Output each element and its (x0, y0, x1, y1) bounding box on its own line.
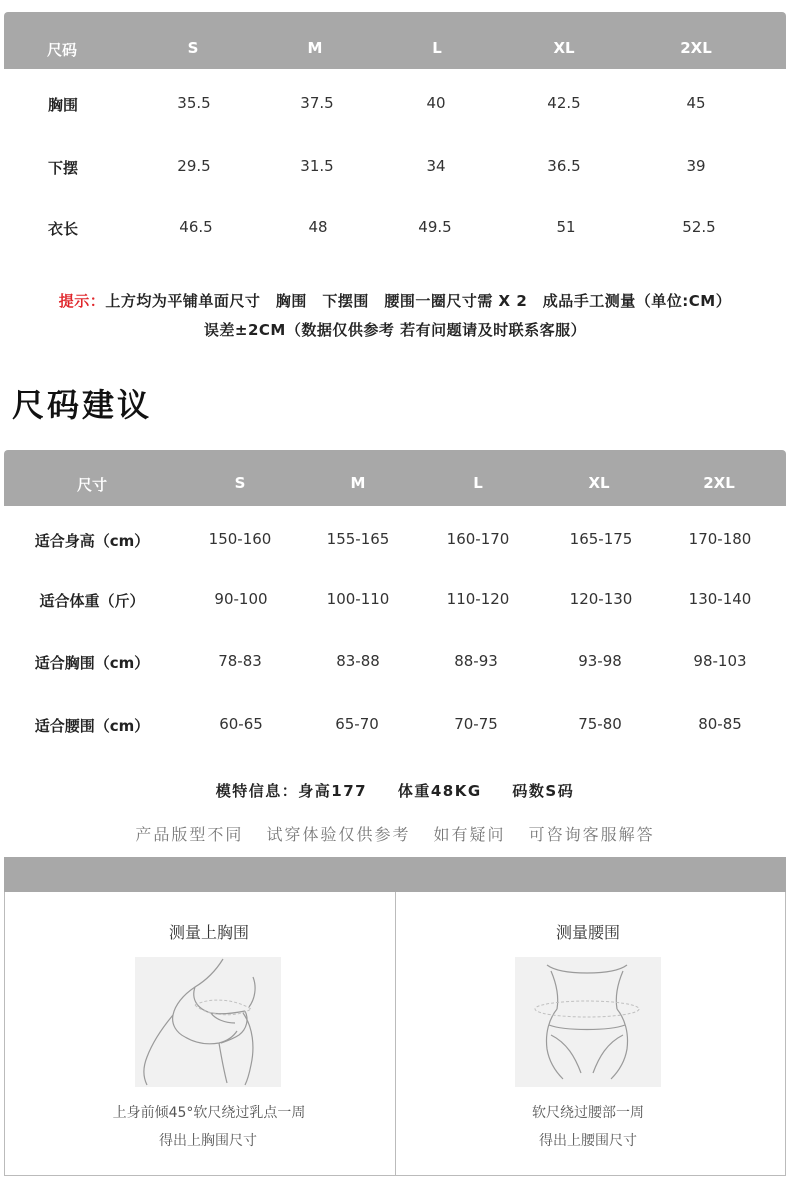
header-l: L (473, 474, 483, 492)
note-prefix: 提示： (58, 292, 106, 310)
disclaimer-part: 如有疑问 (433, 825, 506, 844)
header-size: 尺码 (46, 41, 78, 59)
measure-guide-divider (395, 892, 396, 1176)
table-row (4, 94, 786, 124)
chest-measure-desc: 上身前倾45°软尺绕过乳点一周 (112, 1105, 306, 1121)
table-row (4, 590, 786, 620)
cell: 130-140 (688, 590, 752, 608)
cell: 42.5 (547, 94, 581, 112)
cell: 110-120 (446, 590, 510, 608)
header-s: S (234, 474, 246, 492)
chest-measure-illustration-icon (135, 957, 281, 1087)
header-s: S (187, 39, 199, 57)
cell: 100-110 (326, 590, 390, 608)
note-line1: 上方均为平铺单面尺寸 胸围 下摆围 腰围一圈尺寸需 X 2 成品手工测量（单位:CM） (105, 292, 732, 310)
section-title: 尺码建议 (12, 386, 153, 424)
cell: 120-130 (569, 590, 633, 608)
cell: 90-100 (214, 590, 268, 608)
cell: 98-103 (693, 652, 747, 670)
cell: 49.5 (418, 218, 452, 236)
cell: 37.5 (300, 94, 334, 112)
model-info (0, 780, 790, 801)
header-dimension: 尺寸 (76, 476, 108, 494)
header-m: M (307, 39, 323, 57)
waist-measure-title: 测量腰围 (555, 923, 621, 942)
row-label: 适合身高（cm） (34, 532, 150, 550)
cell: 155-165 (326, 530, 390, 548)
cell: 48 (308, 218, 328, 236)
cell: 75-80 (578, 715, 622, 733)
disclaimer (0, 822, 790, 845)
row-label: 适合腰围（cm） (34, 717, 150, 735)
waist-measure-result: 得出上腰围尺寸 (539, 1133, 637, 1149)
recommend-table-header (4, 450, 786, 506)
cell: 39 (686, 157, 706, 175)
cell: 40 (426, 94, 446, 112)
waist-measure-illustration-icon (515, 957, 661, 1087)
table-row (4, 715, 786, 745)
cell: 150-160 (208, 530, 272, 548)
disclaimer-part: 可咨询客服解答 (528, 825, 655, 844)
row-label: 适合胸围（cm） (34, 654, 150, 672)
chest-measure-title: 测量上胸围 (168, 923, 250, 942)
header-2xl: 2XL (680, 39, 712, 57)
cell: 36.5 (547, 157, 581, 175)
cell: 70-75 (454, 715, 498, 733)
cell: 160-170 (446, 530, 510, 548)
cell: 80-85 (698, 715, 742, 733)
cell: 29.5 (177, 157, 211, 175)
cell: 93-98 (578, 652, 622, 670)
table-row (4, 652, 786, 682)
disclaimer-part: 试穿体验仅供参考 (266, 825, 411, 844)
cell: 45 (686, 94, 706, 112)
model-size: 码数S码 (512, 782, 575, 800)
cell: 88-93 (454, 652, 498, 670)
cell: 34 (426, 157, 446, 175)
cell: 170-180 (688, 530, 752, 548)
model-info-label: 模特信息： (215, 782, 299, 800)
row-label: 下摆 (47, 159, 79, 177)
size-note-line2: 误差±2CM（数据仅供参考 若有问题请及时联系客服） (203, 321, 587, 339)
header-xl: XL (553, 39, 575, 57)
measure-guide-bar (4, 857, 786, 892)
waist-measure-desc: 软尺绕过腰部一周 (532, 1105, 644, 1121)
table-row (4, 218, 786, 248)
cell: 52.5 (682, 218, 716, 236)
chest-measure-result: 得出上胸围尺寸 (159, 1133, 257, 1149)
disclaimer-part: 产品版型不同 (135, 825, 244, 844)
size-note (0, 290, 790, 311)
model-weight: 体重48KG (397, 782, 482, 800)
cell: 31.5 (300, 157, 334, 175)
cell: 51 (556, 218, 576, 236)
table-row (4, 157, 786, 187)
cell: 83-88 (336, 652, 380, 670)
header-m: M (350, 474, 366, 492)
cell: 35.5 (177, 94, 211, 112)
cell: 78-83 (218, 652, 262, 670)
row-label: 衣长 (47, 220, 79, 238)
size-table-header (4, 12, 786, 69)
table-row (4, 530, 786, 560)
model-height: 身高177 (298, 782, 368, 800)
header-l: L (432, 39, 442, 57)
cell: 165-175 (569, 530, 633, 548)
row-label: 适合体重（斤） (39, 592, 145, 610)
cell: 65-70 (335, 715, 379, 733)
header-xl: XL (588, 474, 610, 492)
row-label: 胸围 (47, 96, 79, 114)
header-2xl: 2XL (703, 474, 735, 492)
cell: 46.5 (179, 218, 213, 236)
cell: 60-65 (219, 715, 263, 733)
